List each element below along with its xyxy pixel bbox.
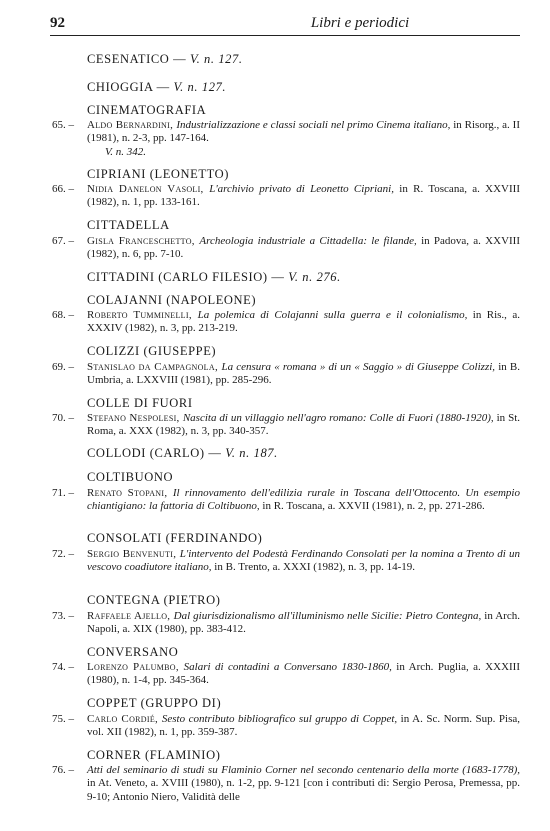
bibliography-entry: [52, 764, 520, 804]
entry-title: Atti del seminario di studi su Flaminio Corner nel secondo centenario della morte (1683-1778),: [87, 764, 520, 776]
entry-text: [87, 119, 520, 159]
entry-title: L'intervento del Podestà Ferdinando Consolati per la nomina a Trento di un vescovo coadiutore italiano,: [87, 548, 520, 574]
entry-text: [87, 610, 520, 637]
entry-title: Salari di contadini a Conversano 1830-1860,: [183, 661, 397, 673]
cross-reference: V. n. 342.: [105, 145, 147, 158]
header-rule: [50, 35, 520, 36]
entry-title: Archeologia industriale a Cittadella: le filande,: [199, 235, 422, 247]
entry-title: L'archivio privato di Leonetto Cipriani,: [209, 183, 400, 195]
heading-text: CONVERSANO: [87, 645, 179, 659]
section-heading: [87, 446, 278, 461]
entry-text: [87, 487, 520, 514]
section-heading: [87, 748, 220, 763]
heading-text: CESENATICO —: [87, 52, 190, 66]
heading-text: CINEMATOGRAFIA: [87, 103, 207, 117]
bibliography-entry: [52, 412, 520, 439]
section-heading: [87, 645, 178, 660]
bibliography-entry: [52, 309, 520, 336]
heading-text: CORNER (FLAMINIO): [87, 748, 221, 762]
entry-text: [87, 412, 520, 439]
entry-publication: in Arch. Puglia, a. XXXIII (1980), n. 1-4, pp. 345-364.: [87, 661, 521, 687]
entry-title: Nascita di un villaggio nell'agro romano: Colle di Fuori (1880-1920),: [182, 412, 497, 424]
entry-author: Nidia Danelon Vasoli,: [87, 183, 210, 195]
cross-reference: V. n. 187.: [225, 446, 278, 460]
heading-text: COLLE DI FUORI: [87, 396, 193, 410]
section-heading: [87, 52, 243, 67]
running-title: Libri e periodici: [310, 15, 410, 31]
section-heading: [87, 531, 262, 546]
entry-number: 73. –: [52, 610, 74, 622]
page-header: [50, 13, 520, 35]
entry-number: 71. –: [52, 487, 74, 499]
section-heading: [87, 593, 220, 608]
heading-text: COLAJANNI (NAPOLEONE): [87, 293, 257, 307]
heading-text: CONSOLATI (FERDINANDO): [87, 531, 263, 545]
section-heading: [87, 80, 226, 95]
entry-text: [87, 183, 520, 210]
entry-author: Renato Stopani,: [87, 487, 173, 499]
entry-number: 70. –: [52, 412, 74, 424]
bibliography-entry: [52, 235, 520, 262]
entry-author: Roberto Tumminelli,: [87, 309, 198, 321]
entry-title: Il rinnovamento dell'edilizia rurale in Toscana dell'Ottocento. Un esempio chiantigiano: la fattoria di Coltibuono,: [87, 487, 520, 513]
entry-text: [87, 309, 520, 336]
heading-text: COLIZZI (GIUSEPPE): [87, 344, 217, 358]
entry-publication: in Arch. Napoli, a. XIX (1980), pp. 383-412.: [87, 610, 520, 636]
heading-text: CHIOGGIA —: [87, 80, 174, 94]
entry-publication: in A. Sc. Norm. Sup. Pisa, vol. XII (1982), n. 1, pp. 359-387.: [87, 713, 520, 739]
entry-author: Gisla Franceschetto,: [87, 235, 200, 247]
cross-reference: V. n. 127.: [189, 52, 243, 66]
entry-author: Aldo Bernardini,: [87, 119, 177, 131]
entry-title: Industrializzazione e classi sociali nel primo Cinema italiano,: [176, 119, 454, 131]
entry-publication: in B. Trento, a. XXXI (1982), n. 3, pp. 14-19.: [214, 561, 416, 574]
heading-text: CIPRIANI (LEONETTO): [87, 167, 230, 181]
entry-number: 74. –: [52, 661, 74, 673]
entry-publication: in At. Veneto, a. XVIII (1980), n. 1-2, pp. 9-121 [con i contributi di: Sergio Perosa, Premessa, pp. 9-10; Antonio Niero, Validità delle: [87, 777, 520, 803]
entry-number: 76. –: [52, 764, 74, 776]
entry-number: 65. –: [52, 119, 74, 131]
bibliography-entry: [52, 487, 520, 514]
heading-text: COPPET (GRUPPO DI): [87, 696, 222, 710]
section-heading: [87, 396, 193, 411]
entry-text: [87, 235, 520, 262]
bibliography-entry: [52, 661, 520, 688]
entry-author: Stefano Nespolesi,: [87, 412, 183, 424]
entry-publication: in St. Roma, a. XXX (1982), n. 3, pp. 340-357.: [87, 412, 520, 438]
entry-author: Raffaele Ajello,: [87, 610, 174, 622]
entry-number: 68. –: [52, 309, 74, 321]
heading-text: CONTEGNA (PIETRO): [87, 593, 221, 607]
entry-publication: in B. Umbria, a. LXXVIII (1981), pp. 285-296.: [87, 361, 520, 387]
bibliography-entry: [52, 548, 520, 575]
section-heading: [87, 218, 170, 233]
bibliography-entry: [52, 713, 520, 740]
heading-text: COLTIBUONO: [87, 470, 174, 484]
entry-text: [87, 361, 520, 388]
entry-author: Carlo Cordié,: [87, 713, 162, 725]
cross-reference: V. n. 276.: [288, 270, 341, 284]
bibliography-entry: [52, 361, 520, 388]
entry-title: Dal giurisdizionalismo all'illuminismo nelle Sicilie: Pietro Contegna,: [173, 610, 485, 622]
heading-text: CITTADELLA: [87, 218, 170, 232]
section-heading: [87, 167, 229, 182]
entry-text: [87, 764, 520, 804]
entry-publication: in Padova, a. XXVIII (1982), n. 6, pp. 7-10.: [87, 235, 521, 261]
entry-publication: in R. Toscana, a. XXVII (1981), n. 2, pp. 271-286.: [262, 500, 485, 513]
entry-title: La polemica di Colajanni sulla guerra e il colonialismo,: [197, 309, 473, 321]
entry-publication: in Risorg., a. II (1981), n. 2-3, pp. 147-164.: [87, 119, 521, 145]
entry-title: La censura « romana » di un « Saggio » di Giuseppe Colizzi,: [221, 361, 499, 373]
cross-reference: V. n. 127.: [173, 80, 227, 94]
heading-text: CITTADINI (CARLO FILESIO) —: [87, 270, 289, 284]
section-heading: [87, 696, 221, 711]
entry-number: 67. –: [52, 235, 74, 247]
entry-publication: in Ris., a. XXXIV (1982), n. 3, pp. 213-219.: [87, 309, 520, 335]
section-heading: [87, 103, 206, 118]
section-heading: [87, 470, 173, 485]
entry-author: Stanislao da Campagnola,: [87, 361, 222, 373]
entry-text: [87, 548, 520, 575]
section-heading: [87, 344, 216, 359]
entry-author: Sergio Benvenuti,: [87, 548, 180, 560]
page-number: 92: [50, 15, 65, 31]
entry-text: [87, 661, 520, 688]
heading-text: COLLODI (CARLO) —: [87, 446, 226, 460]
bibliography-entry: [52, 183, 520, 210]
entry-author: Lorenzo Palumbo,: [87, 661, 184, 673]
section-heading: [87, 270, 341, 285]
entry-title: Sesto contributo bibliografico sul gruppo di Coppet,: [161, 713, 401, 725]
bibliography-entry: [52, 119, 520, 159]
section-heading: [87, 293, 256, 308]
entry-text: [87, 713, 520, 740]
entry-number: 69. –: [52, 361, 74, 373]
entry-number: 72. –: [52, 548, 74, 560]
entry-publication: in R. Toscana, a. XXVIII (1982), n. 1, pp. 133-161.: [87, 183, 520, 209]
bibliography-entry: [52, 610, 520, 637]
entry-number: 75. –: [52, 713, 74, 725]
entry-number: 66. –: [52, 183, 74, 195]
